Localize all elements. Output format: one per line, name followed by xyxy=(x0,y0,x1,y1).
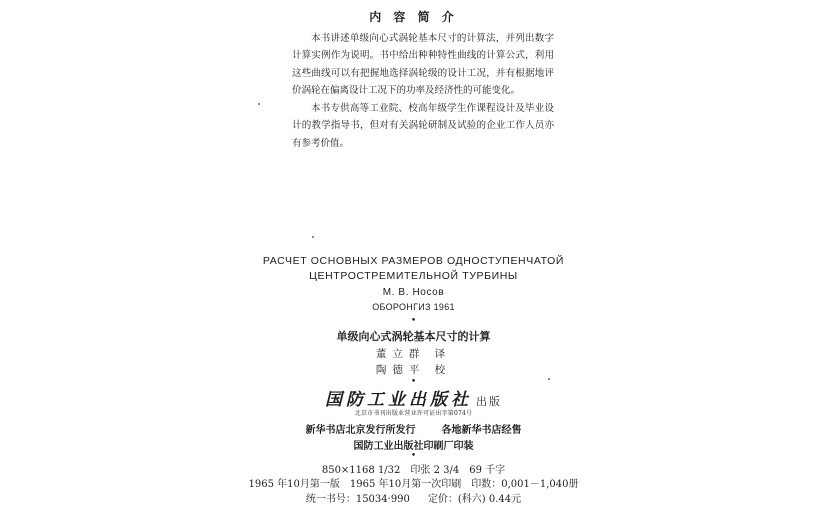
word-count: 69 千字 xyxy=(469,465,506,476)
print-speck xyxy=(258,103,260,105)
book-format: 850×1168 1/32 xyxy=(321,465,401,476)
distribution-line xyxy=(0,421,827,436)
publisher-row xyxy=(0,385,827,410)
separator-dot-1: • xyxy=(410,316,417,326)
book-code-line xyxy=(0,490,827,505)
separator-dot-2: • xyxy=(410,377,417,387)
print-run: 印数：0,001－1,040册 xyxy=(471,479,579,490)
book-number: 统一书号：15034·990 xyxy=(305,494,410,505)
specs-line xyxy=(0,461,827,476)
proofreader: 陶德平 校 xyxy=(375,364,452,376)
publishing-permit: 北京市书刊出版业营业许可证出字第074号 xyxy=(354,410,473,417)
printer: 国防工业出版社印刷厂印装 xyxy=(353,441,474,452)
first-printing: 1965 年10月第一次印刷 xyxy=(349,479,462,490)
summary-title: 内 容 简 介 xyxy=(369,10,458,24)
translator: 董立群 译 xyxy=(375,348,452,360)
price: 定价：(科六) 0.44元 xyxy=(427,494,522,505)
summary-paragraph-2: 本书专供高等工业院、校高年级学生作课程设计及毕业设计的教学指导书，但对有关涡轮研制及试验的企业工作人员亦有参考价值。 xyxy=(292,103,554,149)
edition-line xyxy=(0,475,827,490)
publisher-suffix: 出版 xyxy=(476,395,502,408)
sheets: 印张 2 3/4 xyxy=(410,465,460,476)
original-title-line-2: ЦЕНТРОСТРЕМИТЕЛЬНОЙ ТУРБИНЫ xyxy=(309,270,518,282)
chinese-title: 单级向心式涡轮基本尺寸的计算 xyxy=(336,330,491,343)
distributor: 新华书店北京发行所发行 xyxy=(305,425,416,436)
separator-dot-3: • xyxy=(410,451,417,461)
publisher-logo-name: 国防工业出版社 xyxy=(325,390,472,410)
original-title-line-1: РАСЧЕТ ОСНОВНЫХ РАЗМЕРОВ ОДНОСТУПЕНЧАТОЙ xyxy=(262,255,565,267)
summary-paragraph-1: 本书讲述单级向心式涡轮基本尺寸的计算法，并列出数字计算实例作为说明。书中给出种种特性曲线的计算公式，利用这些曲线可以有把握地选择涡轮级的设计工况，并有根据地评价涡轮在偏离设计工况下的功率及经济性的可能变化。 xyxy=(292,33,554,96)
seller: 各地新华书店经售 xyxy=(441,425,522,436)
original-author: М. В. Носов xyxy=(382,287,445,298)
first-edition: 1965 年10月第一版 xyxy=(248,479,340,490)
original-publisher: ОБОРОНГИЗ 1961 xyxy=(372,302,455,312)
print-speck xyxy=(312,236,314,238)
print-speck xyxy=(548,378,550,380)
